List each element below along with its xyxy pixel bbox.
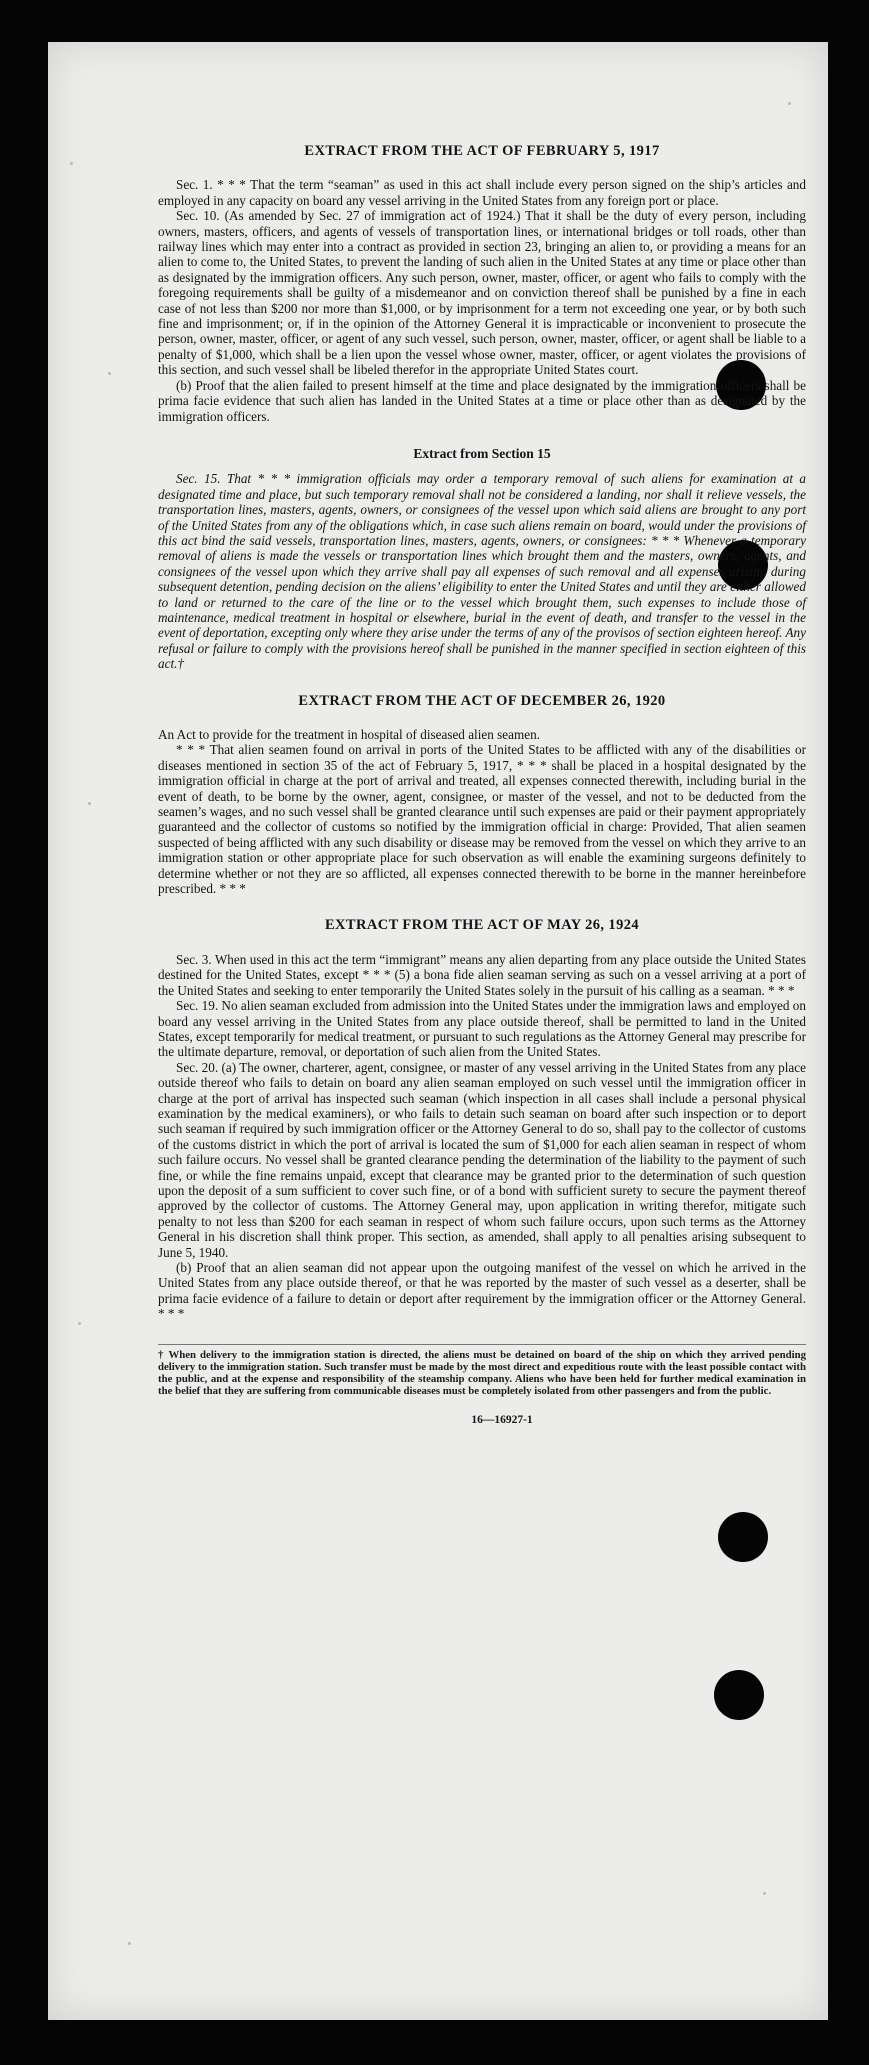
- paragraph: Sec. 15. That * * * immigration officials may order a temporary removal of such aliens for examination at a designated time and place, but such temporary removal shall not be considered a landing, nor shall it relieve vessels, the transportation lines, masters, agents, owners, or consignees of the vessel upon which said aliens are brought to any port of the United States from any of the obligations which, in case such aliens remain on board, would under the provisions of this act bind the said vessels, transportation lines, masters, agents, owners, or consignees: * * * Whenever a temporary removal of aliens is made the vessels or transportation lines which brought them and the masters, owners, agents, and consignees of the vessel upon which they arrive shall pay all expenses of such removal and all expenses arising during subsequent detention, pending decision on the aliens’ eligibility to enter the United States and until they are either allowed to land or returned to the care of the line or to the vessel which brought them, such expenses to include those of maintenance, medical treatment in hospital or elsewhere, burial in the event of death, and transfer to the vessel in the event of deportation, excepting only where they arise under the terms of any of the provisos of section eighteen hereof. Any refusal or failure to comply with the provisions hereof shall be punished in the manner specified in section eighteen of this act.†: [158, 471, 806, 672]
- paragraph: Sec. 1. * * * That the term “seaman” as used in this act shall include every person signed on the ship’s articles and employed in any capacity on board any vessel arriving in the United States from any foreign port or place.: [158, 177, 806, 208]
- section-heading: EXTRACT FROM THE ACT OF FEBRUARY 5, 1917: [304, 143, 660, 159]
- dust-speck: [78, 1322, 81, 1325]
- punch-hole: [714, 1670, 764, 1720]
- form-number: 16—16927-1: [471, 1414, 533, 1427]
- section-heading: EXTRACT FROM THE ACT OF MAY 26, 1924: [324, 917, 640, 934]
- paragraph: (b) Proof that the alien failed to present himself at the time and place designated by the immigration officers shall be prima facie evidence that such alien has landed in the United States at a time or place other than as designated by the immigration officers.: [158, 377, 806, 424]
- paragraph: Sec. 19. No alien seaman excluded from admission into the United States under the immigration laws and employed on board any vessel arriving in the United States from any place outside thereof, shall be permitted to land in the United States, except temporarily for medical treatment, or pursuant to such regulations as the Attorney General may prescribe for the ultimate departure, removal, or deportation of such alien from the United States.: [158, 998, 806, 1060]
- section-act-1920: [158, 694, 806, 897]
- dust-speck: [70, 162, 73, 165]
- dust-speck: [88, 802, 91, 805]
- section-act-1917: [158, 144, 806, 424]
- document-page: [48, 42, 828, 2020]
- punch-hole: [718, 1512, 768, 1562]
- footnote: † When delivery to the immigration station is directed, the aliens must be detained on board of the ship on which they arrived pending delivery to the immigration station. Such transfer must be made by the most direct and expeditious route with the least possible contact with the public, and at the expense and responsibility of the steamship company. Aliens who have been held for further medical examination in the belief that they are suffering from communicable diseases must be completely isolated from other passengers and from the public.: [158, 1344, 806, 1398]
- section-15-extract: [158, 446, 806, 672]
- section-act-1924: [158, 918, 806, 1321]
- paragraph: An Act to provide for the treatment in hospital of diseased alien seamen.: [158, 727, 540, 742]
- dust-speck: [108, 372, 111, 375]
- section-heading: Extract from Section 15: [413, 445, 551, 461]
- dust-speck: [763, 1892, 766, 1895]
- section-heading: EXTRACT FROM THE ACT OF DECEMBER 26, 1920: [298, 692, 666, 709]
- paragraph: Sec. 3. When used in this act the term “immigrant” means any alien departing from any place outside the United States destined for the United States, except * * * (5) a bona fide alien seaman serving as such on a vessel arriving at a port of the United States and seeking to enter temporarily the United States solely in the pursuit of his calling as a seaman. * * *: [158, 951, 806, 998]
- paragraph: Sec. 20. (a) The owner, charterer, agent, consignee, or master of any vessel arriving in the United States from any place outside thereof who fails to detain on board any alien seaman employed on such vessel until the immigration officer in charge at the port of arrival has inspected such seaman (which inspection in all cases shall include a personal physical examination by the medical examiners), or who fails to detain such seaman on board after such inspection or to deport such seaman if required by such immigration officer or the Attorney General to do so, shall pay to the collector of customs of the customs district in which the port of arrival is located the sum of $1,000 for each alien seaman in respect of whom such failure occurs. No vessel shall be granted clearance pending the determination of the liability to the payment of such fine, or while the fine remains unpaid, except that clearance may be granted prior to the determination of such question upon the deposit of a sum sufficient to cover such fine, or of a bond with sufficient surety to secure the payment thereof approved by the collector of customs. The Attorney General may, upon application in writing therefor, mitigate such penalty to not less than $200 for each seaman in respect of whom such failure occurs, upon such terms as the Attorney General in his discretion shall think proper. This section, as amended, shall apply to all penalties arising subsequent to June 5, 1940.: [158, 1059, 806, 1260]
- paragraph: (b) Proof that an alien seaman did not appear upon the outgoing manifest of the vessel on which he arrived in the United States from any place outside thereof, or that he was reported by the master of such vessel as a deserter, shall be prima facie evidence of a failure to detain or deport after requirement by the immigration officer or the Attorney General. * * *: [158, 1260, 806, 1322]
- paragraph: * * * That alien seamen found on arrival in ports of the United States to be afflicted with any of the disabilities or diseases mentioned in section 35 of the act of February 5, 1917, * * * shall be placed in a hospital designated by the immigration official in charge at the port of arrival and treated, all expenses connected therewith, including burial in the event of death, to be borne by the owner, agent, consignee, or master of the vessel, and not to be deducted from the seamen’s wages, and no such vessel shall be granted clearance until such expenses are paid or their payment appropriately guaranteed and the collector of customs so notified by the immigration official in charge: Provided, That alien seamen suspected of being afflicted with any such disability or disease may be removed from the vessel on which they arrive to an immigration station or other appropriate place for such observation as will enable the examining surgeons definitely to determine whether or not they are so afflicted, all expenses connected therewith to be borne in the manner hereinbefore prescribed. * * *: [158, 742, 806, 897]
- dust-speck: [788, 102, 791, 105]
- paragraph: Sec. 10. (As amended by Sec. 27 of immigration act of 1924.) That it shall be the duty of every person, including owners, masters, officers, and agents of vessels of transportation lines, or international bridges or toll roads, other than railway lines which may enter into a contract as provided in section 23, bringing an alien to, or providing a means for an alien to come to, the United States, to prevent the landing of such alien in the United States at any time or place other than as designated by the immigration officers. Any such person, owner, master, officer, or agent who fails to comply with the foregoing requirements shall be guilty of a misdemeanor and on conviction thereof shall be punished by a fine in each case of not less than $200 nor more than $1,000, or by imprisonment for a term not exceeding one year, or by both such fine and imprisonment; or, if in the opinion of the Attorney General it is impracticable or inconvenient to prosecute the person, owner, master, officer, or agent of any such vessel, such person, owner, master, officer, or agent shall be liable to a penalty of $1,000, which shall be a lien upon the vessel whose owner, master, officer, or agent violates the provisions of this section, and such vessel shall be libeled therefor in the appropriate United States court.: [158, 208, 806, 378]
- dust-speck: [128, 1942, 131, 1945]
- document-body: [158, 144, 806, 1429]
